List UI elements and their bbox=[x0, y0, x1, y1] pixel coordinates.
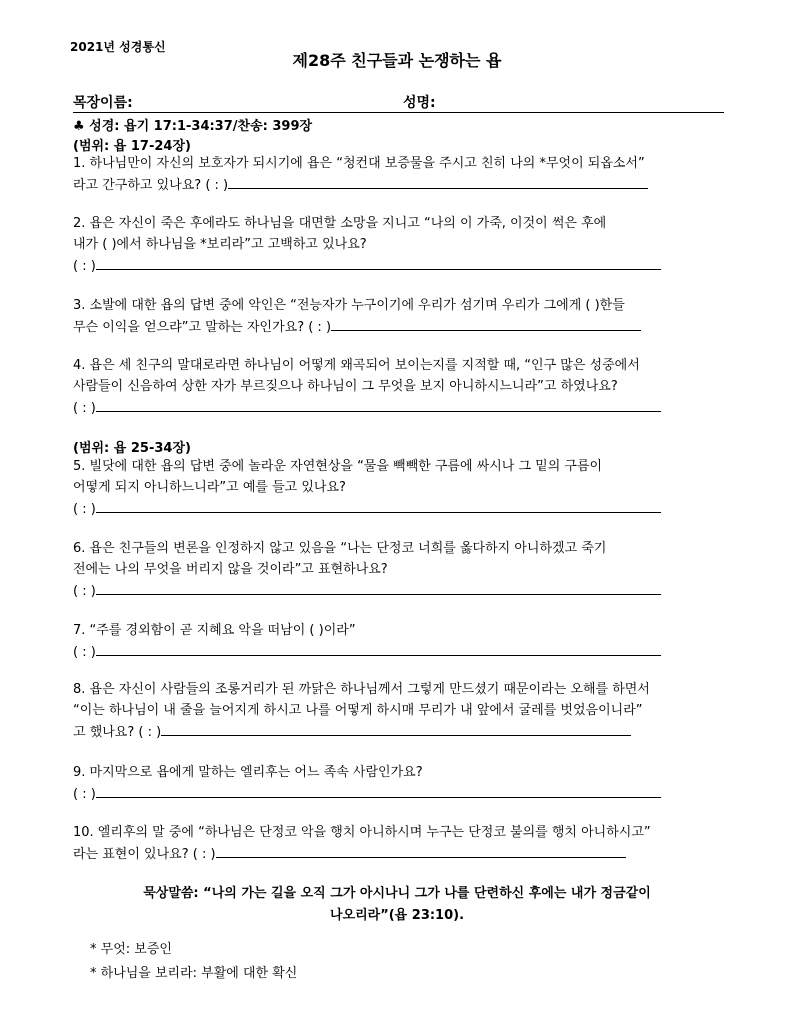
question-line: ( : ) bbox=[73, 645, 96, 660]
footnote: * 하나님을 보리라: 부활에 대한 확신 bbox=[90, 966, 298, 981]
question-line: 3. 소발에 대한 욥의 답변 중에 악인은 “전능자가 누구이기에 우리가 섬기며 우리가 그에게 ( )한들 bbox=[73, 298, 625, 313]
memory-verse-line: 묵상말씀: “나의 가는 길을 오직 그가 아시나니 그가 나를 단련하신 후에는 내가 정금같이 bbox=[143, 886, 651, 901]
question-line: 라는 표현이 있나요? ( : ) bbox=[73, 847, 216, 862]
question-9 bbox=[73, 762, 733, 805]
question-line: 6. 욥은 친구들의 변론을 인정하지 않고 있음을 “나는 단정코 너희를 옳다하지 아니하겠고 죽기 bbox=[73, 541, 607, 556]
question-line: 10. 엘리후의 말 중에 “하나님은 단정코 악을 행치 아니하시며 누구는 단정코 불의를 행치 아니하시고” bbox=[73, 825, 651, 840]
pastor-label: 목장이름: bbox=[73, 95, 133, 111]
range-label: (범위: 욥 17-24장) bbox=[73, 139, 191, 154]
answer-line[interactable] bbox=[228, 174, 648, 189]
question-line: 2. 욥은 자신이 죽은 후에라도 하나님을 대면할 소망을 지니고 “나의 이 가죽, 이것이 썩은 후에 bbox=[73, 216, 607, 231]
question-line: 1. 하나님만이 자신의 보호자가 되시기에 욥은 “청컨대 보증물을 주시고 친히 나의 *무엇이 되옵소서” bbox=[73, 156, 645, 171]
answer-line[interactable] bbox=[161, 721, 631, 736]
question-line: 4. 욥은 세 친구의 말대로라면 하나님이 어떻게 왜곡되어 보이는지를 지적할 때, “인구 많은 성중에서 bbox=[73, 358, 640, 373]
memory-verse-line: 나오리라”(욥 23:10). bbox=[329, 908, 465, 923]
question-line: 7. “주를 경외함이 곧 지혜요 악을 떠남이 ( )이라” bbox=[73, 623, 356, 638]
question-line: ( : ) bbox=[73, 787, 96, 802]
question-line: 무슨 이익을 얻으랴”고 말하는 자인가요? ( : ) bbox=[73, 320, 332, 335]
answer-line[interactable] bbox=[96, 498, 661, 513]
page-title: 제28주 친구들과 논쟁하는 욥 bbox=[292, 51, 502, 70]
footnotes bbox=[90, 938, 297, 986]
question-6 bbox=[73, 538, 733, 602]
answer-line[interactable] bbox=[96, 641, 661, 656]
answer-line[interactable] bbox=[96, 397, 661, 412]
answer-line[interactable] bbox=[216, 843, 626, 858]
question-line: 전에는 나의 무엇을 버리지 않을 것이라”고 표현하나요? bbox=[73, 562, 388, 577]
question-line: ( : ) bbox=[73, 401, 96, 416]
question-line: “이는 하나님이 내 줄을 늘어지게 하시고 나를 어떻게 하시매 무리가 내 앞에서 굴레를 벗었음이니라” bbox=[73, 703, 643, 718]
question-line: 8. 욥은 자신이 사람들의 조롱거리가 된 까닭은 하나님께서 그렇게 만드셨기 때문이라는 오해를 하면서 bbox=[73, 682, 650, 697]
newsletter-tag: 2021년 성경통신 bbox=[70, 40, 166, 54]
question-line: ( : ) bbox=[73, 259, 96, 274]
question-3 bbox=[73, 295, 733, 338]
question-8 bbox=[73, 679, 733, 743]
footnote: * 무엇: 보증인 bbox=[90, 942, 172, 957]
question-line: 사람들이 신음하여 상한 자가 부르짖으나 하나님이 그 무엇을 보지 아니하시느니라”고 하였나요? bbox=[73, 379, 618, 394]
answer-line[interactable] bbox=[96, 255, 661, 270]
question-line: 라고 간구하고 있나요? ( : ) bbox=[73, 178, 229, 193]
question-5 bbox=[73, 456, 733, 520]
question-line: 9. 마지막으로 욥에게 말하는 엘리후는 어느 족속 사람인가요? bbox=[73, 765, 423, 780]
question-line: 고 했나요? ( : ) bbox=[73, 725, 162, 740]
question-line: ( : ) bbox=[73, 584, 96, 599]
question-1 bbox=[73, 153, 733, 196]
question-line: 어떻게 되지 아니하느니라”고 예를 들고 있나요? bbox=[73, 480, 346, 495]
answer-line[interactable] bbox=[96, 580, 661, 595]
question-line: 내가 ( )에서 하나님을 *보리라”고 고백하고 있나요? bbox=[73, 237, 367, 252]
question-2 bbox=[73, 213, 733, 277]
memory-verse bbox=[0, 883, 794, 927]
question-7 bbox=[73, 620, 733, 663]
meta-row bbox=[73, 92, 724, 113]
question-line: ( : ) bbox=[73, 502, 96, 517]
question-line: 5. 빌닷에 대한 욥의 답변 중에 놀라운 자연현상을 “물을 빽빽한 구름에 싸시나 그 밑의 구름이 bbox=[73, 459, 603, 474]
answer-line[interactable] bbox=[331, 316, 641, 331]
name-label: 성명: bbox=[403, 95, 436, 111]
scripture-line: ♣ 성경: 욥기 17:1-34:37/찬송: 399장 bbox=[73, 119, 313, 134]
answer-line[interactable] bbox=[96, 783, 661, 798]
range-label: (범위: 욥 25-34장) bbox=[73, 441, 191, 456]
question-10 bbox=[73, 822, 733, 865]
question-4 bbox=[73, 355, 733, 419]
